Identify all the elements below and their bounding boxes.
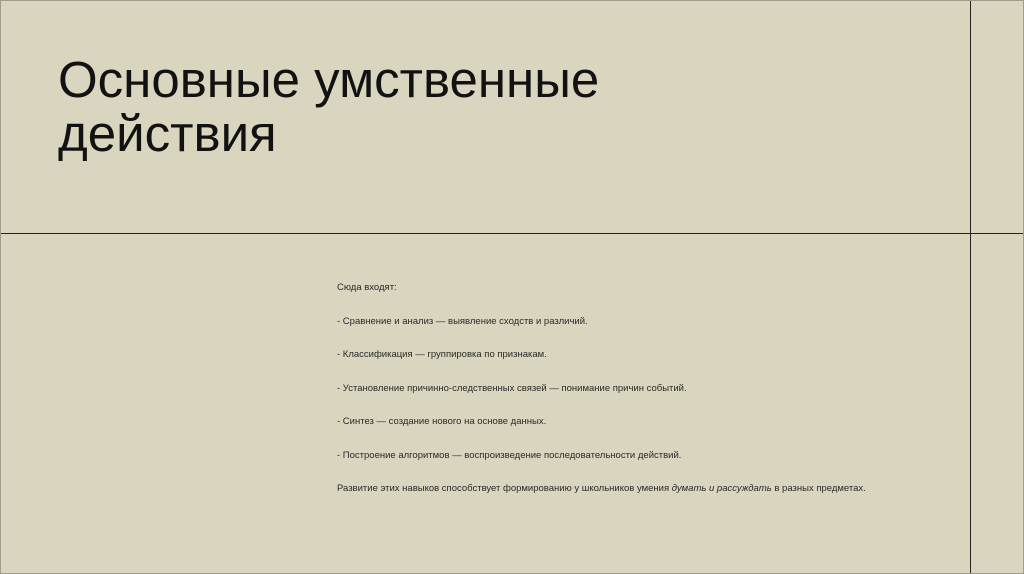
list-item: - Построение алгоритмов — воспроизведение последовательности действий.	[337, 449, 682, 461]
conclusion-emphasis: думать и рассуждать	[671, 483, 772, 494]
conclusion-after: в разных предметах.	[771, 483, 866, 494]
list-item: - Синтез — создание нового на основе данных.	[337, 416, 547, 427]
vertical-divider	[970, 1, 971, 574]
intro-text: Сюда входят:	[337, 282, 397, 293]
slide-title: Основные умственные действия	[58, 51, 600, 162]
slide-body	[337, 282, 957, 517]
horizontal-divider	[1, 233, 1024, 234]
conclusion-text	[337, 483, 957, 495]
list-item: - Классификация — группировка по признакам.	[337, 349, 547, 360]
conclusion-before: Развитие этих навыков способствует формированию у школьников умения	[337, 483, 672, 494]
list-item: - Установление причинно-следственных связей — понимание причин событий.	[337, 382, 687, 394]
list-item: - Сравнение и анализ — выявление сходств и различий.	[337, 315, 588, 327]
